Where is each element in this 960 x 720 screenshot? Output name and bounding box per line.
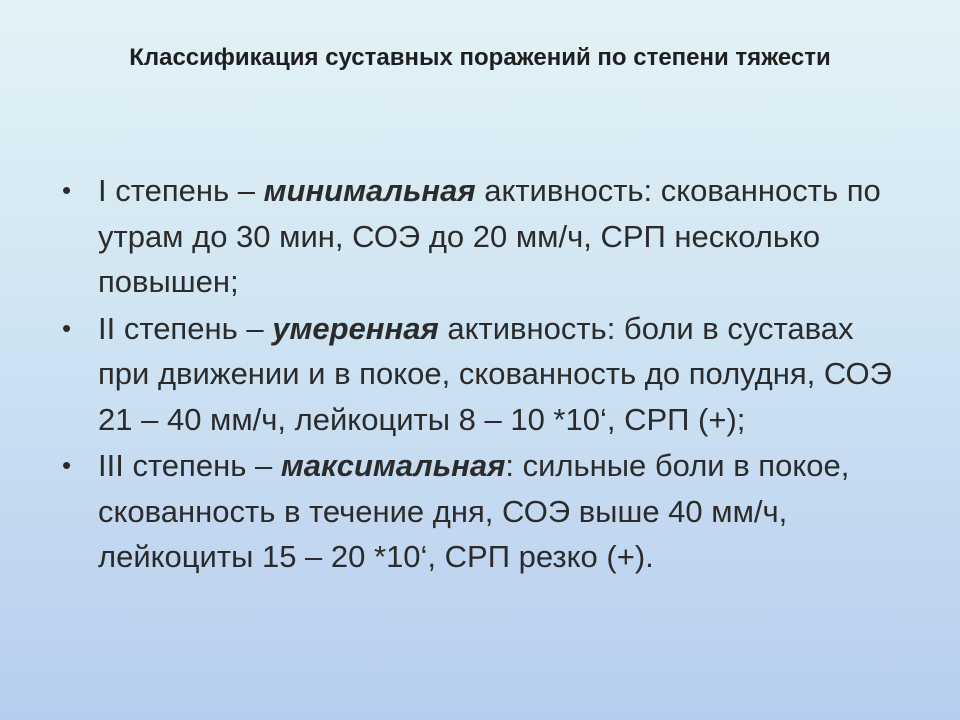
slide-title: Классификация суставных поражений по степени тяжести — [129, 44, 831, 71]
bullet-emphasis: умеренная — [272, 310, 439, 346]
bullet-text: активность: боли в суставах при движении и в покое, скованность до полудня, СОЭ 21 – 40 мм/ч, лейкоциты 8 – 10 *10‘, СРП (+); — [98, 310, 892, 437]
bullet-list — [62, 168, 912, 581]
bullet-text: активность: скованность по утрам до 30 мин, СОЭ до 20 мм/ч, СРП несколько повышен; — [98, 173, 881, 299]
bullet-emphasis: минимальная — [263, 173, 476, 208]
bullet-prefix: I степень – — [98, 173, 264, 208]
bullet-icon: • — [62, 450, 72, 480]
bullet-icon: • — [62, 312, 72, 343]
bullet-text: : сильные боли в покое, скованность в течение дня, СОЭ выше 40 мм/ч, лейкоциты 15 – 20 *10‘, СРП резко (+). — [98, 448, 850, 574]
bullet-prefix: II степень – — [98, 310, 273, 346]
bullet-item-degree-1 — [62, 168, 912, 305]
bullet-emphasis: максимальная — [280, 448, 506, 483]
bullet-item-degree-3 — [62, 443, 912, 580]
bullet-item-degree-2 — [62, 306, 912, 443]
bullet-icon: • — [62, 175, 72, 205]
bullet-prefix: III степень – — [98, 448, 281, 483]
